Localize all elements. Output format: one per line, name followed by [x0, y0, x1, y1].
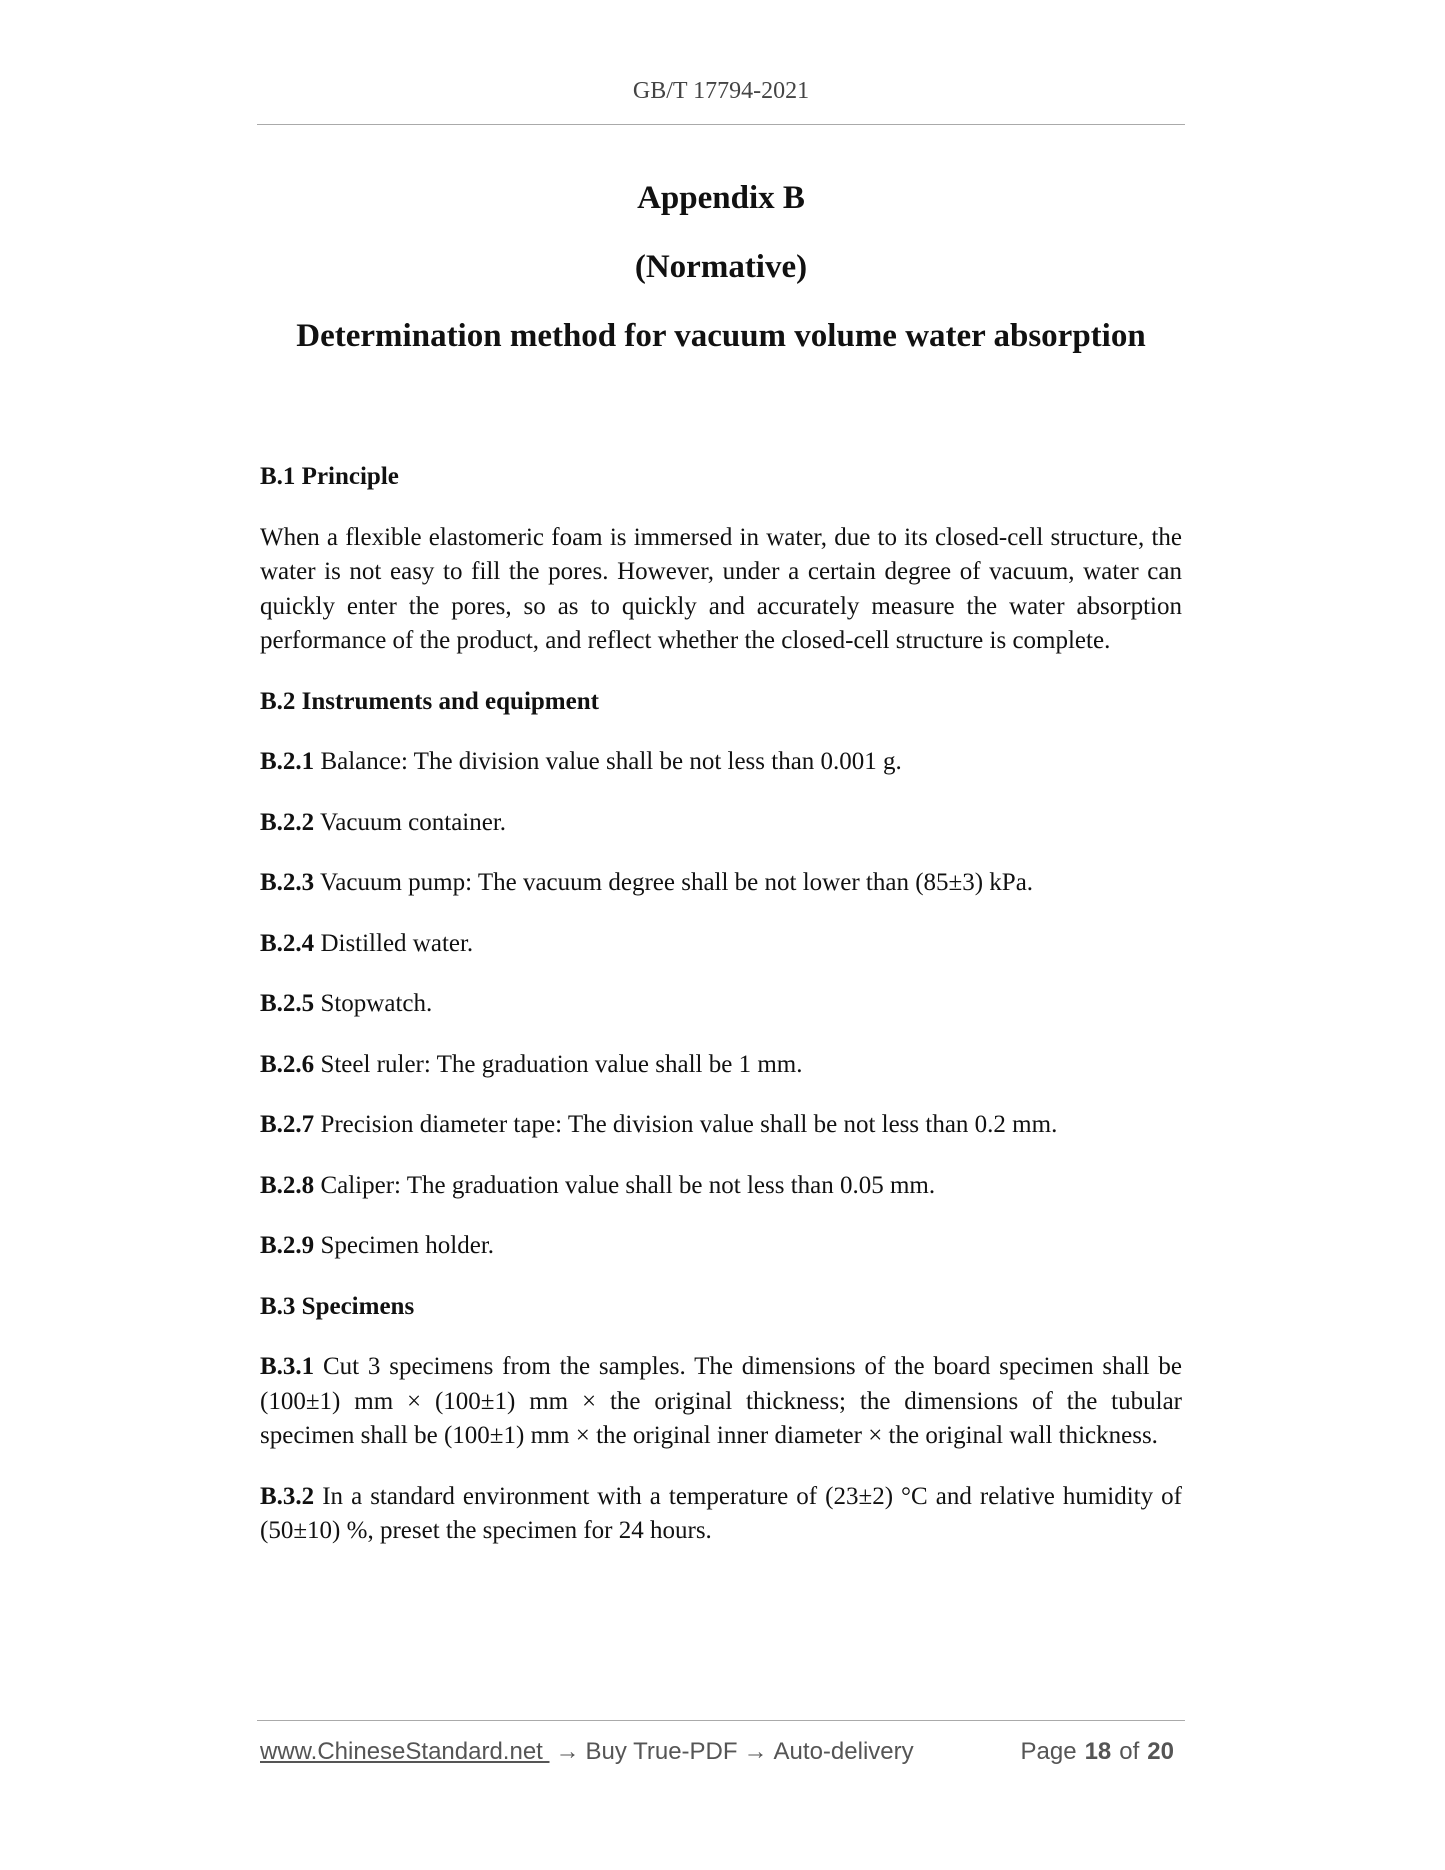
- clause-text: In a standard environment with a temperature of (23±2) °C and relative humidity of (50±10) %, preset the specimen for 24 hours.: [260, 1482, 1182, 1544]
- section-heading-b3: B.3 Specimens: [260, 1292, 415, 1320]
- section-heading-b1: B.1 Principle: [260, 463, 399, 490]
- document-code-header: GB/T 17794-2021: [632, 78, 810, 104]
- page-of: of: [1119, 1738, 1140, 1765]
- clause-b2-7: [260, 1108, 1182, 1143]
- clause-number: B.2.4: [260, 929, 315, 957]
- clause-text: Caliper: The graduation value shall be not less than 0.05 mm.: [314, 1171, 936, 1199]
- document-body: [260, 460, 1182, 1575]
- clause-b2-5: [260, 987, 1182, 1022]
- clause-b2-3: [260, 866, 1182, 901]
- clause-b2-6: [260, 1048, 1182, 1083]
- page-number: [1021, 1738, 1182, 1766]
- clause-text: Steel ruler: The graduation value shall be 1 mm.: [314, 1050, 803, 1078]
- arrow-right-icon: →: [555, 1738, 580, 1765]
- footer-promo: [260, 1738, 914, 1766]
- clause-b3-1: [260, 1350, 1182, 1454]
- clause-text: Vacuum container.: [314, 808, 507, 836]
- clause-b2-8: [260, 1169, 1182, 1204]
- clause-number: B.3.1: [260, 1353, 315, 1380]
- page-total: 20: [1147, 1738, 1174, 1765]
- page-label: Page: [1020, 1738, 1077, 1765]
- clause-text: Vacuum pump: The vacuum degree shall be not lower than (85±3) kPa.: [314, 869, 1034, 896]
- clause-b3-2: [260, 1480, 1182, 1549]
- clause-text: Balance: The division value shall be not less than 0.001 g.: [314, 748, 902, 775]
- buy-pdf-text: Buy True-PDF: [585, 1738, 738, 1765]
- auto-delivery-text: Auto-delivery: [773, 1738, 914, 1765]
- website-link[interactable]: www.ChineseStandard.net: [260, 1738, 550, 1765]
- page-current: 18: [1084, 1738, 1112, 1765]
- clause-number: B.2.1: [260, 748, 315, 775]
- arrow-right-icon: →: [743, 1738, 768, 1765]
- footer-divider: [257, 1720, 1185, 1721]
- header-divider: [257, 124, 1185, 125]
- section-heading-b2: B.2 Instruments and equipment: [260, 687, 599, 715]
- appendix-type: (Normative): [634, 249, 808, 285]
- clause-number: B.2.7: [260, 1111, 315, 1138]
- clause-b2-4: [260, 927, 1182, 962]
- principle-paragraph: When a flexible elastomeric foam is immersed in water, due to its closed-cell structure, the water is not easy to fill the pores. However, under a certain degree of vacuum, water can quickly enter the pores, so as to quickly and accurately measure the water absorption performance of the product, and reflect whether the closed-cell structure is complete.: [260, 523, 1182, 654]
- clause-text: Distilled water.: [314, 929, 474, 957]
- clause-b2-1: [260, 745, 1182, 780]
- clause-text: Stopwatch.: [314, 990, 433, 1017]
- clause-number: B.2.3: [260, 869, 315, 896]
- clause-number: B.2.6: [260, 1050, 315, 1078]
- clause-b2-2: [260, 806, 1182, 841]
- clause-text: Precision diameter tape: The division value shall be not less than 0.2 mm.: [314, 1111, 1058, 1138]
- clause-number: B.2.2: [260, 808, 315, 836]
- clause-number: B.3.2: [260, 1482, 315, 1510]
- clause-number: B.2.5: [260, 990, 315, 1017]
- clause-text: Specimen holder.: [314, 1232, 495, 1259]
- clause-b2-9: [260, 1229, 1182, 1264]
- clause-number: B.2.8: [260, 1171, 315, 1199]
- appendix-subject: Determination method for vacuum volume water absorption: [296, 318, 1146, 354]
- appendix-title-block: [257, 178, 1185, 385]
- clause-text: Cut 3 specimens from the samples. The dimensions of the board specimen shall be (100±1) mm × (100±1) mm × the original thickness; the dimensions of the tubular specimen shall be (100±1) mm × the original inner diameter × the original wall thickness.: [260, 1353, 1182, 1449]
- clause-number: B.2.9: [260, 1232, 315, 1259]
- appendix-title: Appendix B: [637, 180, 805, 216]
